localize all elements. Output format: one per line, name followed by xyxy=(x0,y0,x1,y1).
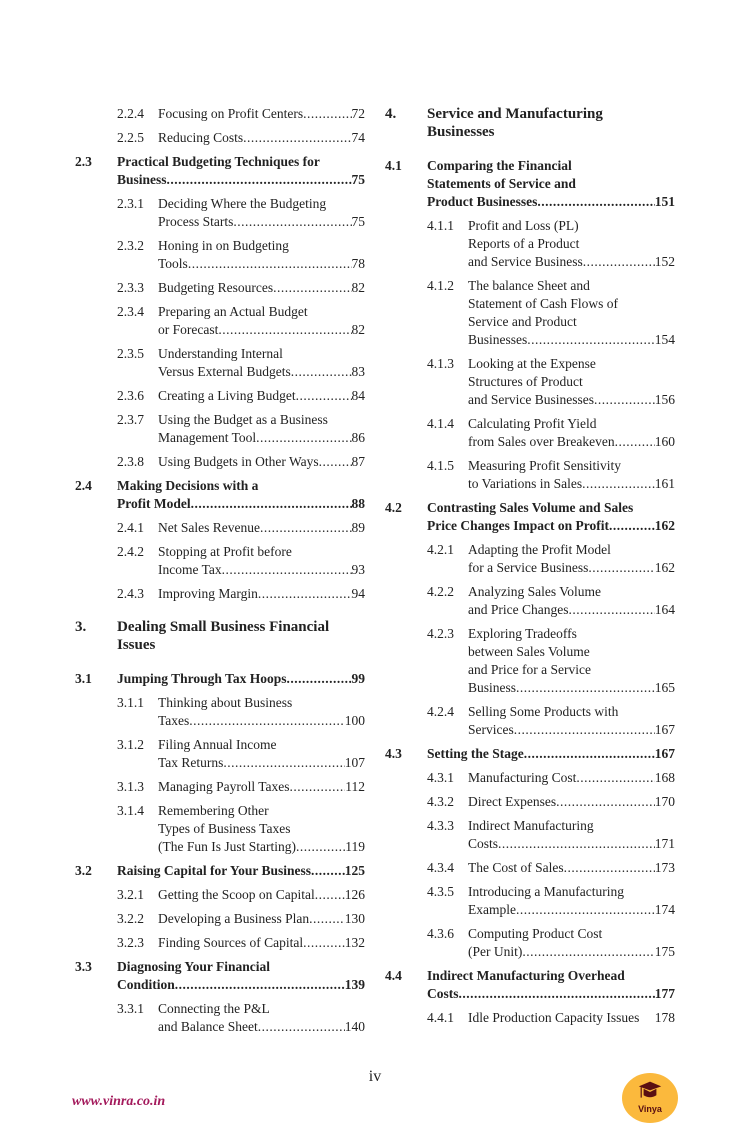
dot-leader xyxy=(516,679,655,697)
entry-title-line: Profit Model xyxy=(117,496,191,511)
dot-leader xyxy=(233,213,351,231)
dot-leader xyxy=(498,835,655,853)
page-ref: 177 xyxy=(654,986,675,1001)
dot-leader xyxy=(218,321,351,339)
entry-number: 2.3.1 xyxy=(117,196,144,211)
toc-entry-3-1[interactable] xyxy=(75,670,365,688)
dot-leader xyxy=(303,105,351,123)
entry-title-line: Net Sales Revenue xyxy=(158,520,260,535)
toc-entry-2-4-2[interactable] xyxy=(117,543,365,579)
page-ref: 174 xyxy=(654,902,675,917)
toc-entry-3-3[interactable] xyxy=(75,958,365,994)
toc-entry-4-2-4[interactable] xyxy=(427,703,675,739)
entry-title-line: Understanding Internal xyxy=(158,346,283,361)
toc-entry-2-3-3[interactable] xyxy=(117,279,365,297)
page-ref: 152 xyxy=(654,254,675,269)
entry-number: 4.3.2 xyxy=(427,794,454,809)
entry-title-line: Statements of Service and xyxy=(427,176,576,191)
dot-leader xyxy=(315,886,345,904)
graduation-cap-icon xyxy=(638,1080,662,1104)
dot-leader xyxy=(175,976,345,994)
toc-entry-3-1-1[interactable] xyxy=(117,694,365,730)
page-ref: 107 xyxy=(344,755,365,770)
entry-title-line: and Service Businesses xyxy=(468,392,594,407)
dot-leader xyxy=(223,754,344,772)
entry-number: 3.1 xyxy=(75,671,92,686)
entry-title-line: Diagnosing Your Financial xyxy=(117,959,271,974)
entry-number: 2.3 xyxy=(75,154,92,169)
entry-number: 4.2.2 xyxy=(427,584,454,599)
dot-leader xyxy=(576,769,654,787)
entry-number: 4.1.2 xyxy=(427,278,454,293)
entry-title-line: Stopping at Profit before xyxy=(158,544,292,559)
entry-title-line: Honing in on Budgeting xyxy=(158,238,289,253)
toc-entry-4-3-1[interactable] xyxy=(427,769,675,787)
toc-entry-2-3-2[interactable] xyxy=(117,237,365,273)
entry-number: 4.1.4 xyxy=(427,416,454,431)
entry-title-line: and Price Changes xyxy=(468,602,569,617)
entry-number: 3.1.4 xyxy=(117,803,144,818)
page-ref: 72 xyxy=(351,106,365,121)
page-ref: 75 xyxy=(351,214,365,229)
toc-entry-3-2-1[interactable] xyxy=(117,886,365,904)
entry-number: 4. xyxy=(385,106,397,122)
entry-number: 2.4.2 xyxy=(117,544,144,559)
entry-title-line: Using the Budget as a Business xyxy=(158,412,328,427)
entry-title-line: Condition xyxy=(117,977,175,992)
toc-entry-2-3-5[interactable] xyxy=(117,345,365,381)
entry-number: 4.4 xyxy=(385,968,402,983)
dot-leader xyxy=(260,519,352,537)
entry-number: 3.1.2 xyxy=(117,737,144,752)
entry-title-line: Service and Product xyxy=(468,314,577,329)
dot-leader xyxy=(537,193,654,211)
toc-entry-2-3-1[interactable] xyxy=(117,195,365,231)
page-ref: 86 xyxy=(351,430,365,445)
page-ref: 78 xyxy=(351,256,365,271)
entry-number: 2.3.8 xyxy=(117,454,144,469)
toc-entry-2-3-7[interactable] xyxy=(117,411,365,447)
page-ref: 160 xyxy=(654,434,675,449)
entry-title-line: Setting the Stage xyxy=(427,746,524,761)
dot-leader xyxy=(258,1018,345,1036)
toc-entry-3-1-3[interactable] xyxy=(117,778,365,796)
page-ref: 88 xyxy=(351,496,365,511)
page-ref: 162 xyxy=(654,560,675,575)
entry-number: 4.1.3 xyxy=(427,356,454,371)
toc-entry-4-3-2[interactable] xyxy=(427,793,675,811)
entry-title-line: Connecting the P&L xyxy=(158,1001,270,1016)
dot-leader xyxy=(582,475,655,493)
entry-title-line: Price Changes Impact on Profit xyxy=(427,518,609,533)
entry-title-line: Management Tool xyxy=(158,430,257,445)
entry-title-line: The balance Sheet and xyxy=(468,278,590,293)
entry-title-line: Tools xyxy=(158,256,188,271)
entry-title-line: (The Fun Is Just Starting) xyxy=(158,839,296,854)
page-ref: 173 xyxy=(654,860,675,875)
dot-leader xyxy=(222,561,352,579)
dot-leader xyxy=(594,391,655,409)
entry-title-line: for a Service Business xyxy=(468,560,589,575)
entry-number: 2.3.7 xyxy=(117,412,144,427)
entry-number: 2.2.4 xyxy=(117,106,144,121)
entry-title-line: Product Businesses xyxy=(427,194,538,209)
entry-title-line: and Service Business xyxy=(468,254,583,269)
dot-leader xyxy=(516,901,655,919)
page-ref: 99 xyxy=(351,671,365,686)
toc-right-column xyxy=(385,105,675,1033)
entry-title-line: Calculating Profit Yield xyxy=(468,416,597,431)
dot-leader xyxy=(522,943,654,961)
toc-entry-4-1-5[interactable] xyxy=(427,457,675,493)
entry-title-line: Comparing the Financial xyxy=(427,158,572,173)
page-ref: 119 xyxy=(345,839,365,854)
entry-title-line: Process Starts xyxy=(158,214,234,229)
entry-number: 2.3.5 xyxy=(117,346,144,361)
entry-number: 4.3.4 xyxy=(427,860,454,875)
page-ref: 94 xyxy=(351,586,365,601)
dot-leader xyxy=(191,495,352,513)
page-ref: 126 xyxy=(344,887,365,902)
entry-number: 4.2.1 xyxy=(427,542,454,557)
page-ref: 164 xyxy=(654,602,675,617)
entry-title-line: Raising Capital for Your Business xyxy=(117,863,312,878)
entry-number: 2.3.4 xyxy=(117,304,144,319)
logo-text: Vinya xyxy=(638,1104,662,1114)
entry-title-line: Business xyxy=(117,172,167,187)
entry-number: 4.1.5 xyxy=(427,458,454,473)
entry-title-line: Thinking about Business xyxy=(158,695,293,710)
entry-number: 4.4.1 xyxy=(427,1010,454,1025)
dot-leader xyxy=(564,859,655,877)
entry-number: 3.2.1 xyxy=(117,887,144,902)
entry-title-line: Businesses xyxy=(468,332,528,347)
entry-title-line: Budgeting Resources xyxy=(158,280,274,295)
page-ref: 112 xyxy=(345,779,365,794)
page-ref: 93 xyxy=(351,562,365,577)
page-ref: 154 xyxy=(654,332,675,347)
entry-number: 4.1.1 xyxy=(427,218,454,233)
dot-leader xyxy=(291,363,352,381)
entry-title-line: Reports of a Product xyxy=(468,236,580,251)
toc-entry-3-1-4[interactable] xyxy=(117,802,365,856)
entry-title-line: Computing Product Cost xyxy=(468,926,603,941)
dot-leader xyxy=(609,517,655,535)
page-ref: 170 xyxy=(654,794,675,809)
toc-entry-4-2-3[interactable] xyxy=(427,625,675,697)
entry-number: 2.2.5 xyxy=(117,130,144,145)
dot-leader xyxy=(243,129,351,147)
dot-leader xyxy=(273,279,351,297)
entry-title-line: Preparing an Actual Budget xyxy=(158,304,308,319)
entry-title-line: Costs xyxy=(468,836,499,851)
page-ref: 168 xyxy=(654,770,675,785)
dot-leader xyxy=(556,793,655,811)
entry-title-line: Tax Returns xyxy=(158,755,224,770)
entry-title-line: from Sales over Breakeven xyxy=(468,434,615,449)
entry-number: 2.3.2 xyxy=(117,238,144,253)
entry-title-line: Finding Sources of Capital xyxy=(158,935,304,950)
dot-leader xyxy=(583,253,655,271)
entry-title-line: Structures of Product xyxy=(468,374,583,389)
entry-title-line: Idle Production Capacity Issues xyxy=(468,1010,640,1025)
entry-title-line: Taxes xyxy=(158,713,190,728)
entry-number: 4.3.3 xyxy=(427,818,454,833)
dot-leader xyxy=(188,255,352,273)
page-ref: 162 xyxy=(654,518,675,533)
toc-entry-2-3-6[interactable] xyxy=(117,387,365,405)
entry-title-line: Practical Budgeting Techniques for xyxy=(117,154,320,169)
page-ref: 100 xyxy=(344,713,365,728)
dot-leader xyxy=(588,559,654,577)
logo xyxy=(622,1073,678,1123)
dot-leader xyxy=(568,601,654,619)
entry-number: 4.3.5 xyxy=(427,884,454,899)
dot-leader xyxy=(296,838,345,856)
page-ref: 87 xyxy=(351,454,365,469)
entry-number: 4.2 xyxy=(385,500,402,515)
entry-title-line: Issues xyxy=(117,637,156,653)
dot-leader xyxy=(615,433,655,451)
dot-leader xyxy=(286,670,351,688)
toc-entry-2-4-1[interactable] xyxy=(117,519,365,537)
toc-entry-2-2-5[interactable] xyxy=(117,129,365,147)
entry-title-line: Analyzing Sales Volume xyxy=(468,584,601,599)
toc-entry-2-4-3[interactable] xyxy=(117,585,365,603)
entry-title-line: Types of Business Taxes xyxy=(158,821,291,836)
toc-entry-4-2-2[interactable] xyxy=(427,583,675,619)
toc-entry-3-2-3[interactable] xyxy=(117,934,365,952)
entry-title-line: between Sales Volume xyxy=(468,644,590,659)
page-ref: 83 xyxy=(351,364,365,379)
page-ref: 74 xyxy=(351,130,365,145)
entry-title-line: Adapting the Profit Model xyxy=(468,542,611,557)
dot-leader xyxy=(189,712,344,730)
dot-leader xyxy=(311,862,345,880)
entry-number: 4.2.3 xyxy=(427,626,454,641)
entry-title-line: Statement of Cash Flows of xyxy=(468,296,618,311)
entry-number: 2.4 xyxy=(75,478,92,493)
toc-entry-4-3-6[interactable] xyxy=(427,925,675,961)
dot-leader xyxy=(527,331,654,349)
entry-title-line: Contrasting Sales Volume and Sales xyxy=(427,500,634,515)
page-ref: 140 xyxy=(344,1019,365,1034)
entry-title-line: Improving Margin xyxy=(158,586,258,601)
dot-leader xyxy=(256,429,351,447)
page-ref: 165 xyxy=(654,680,675,695)
page-ref: 139 xyxy=(344,977,365,992)
toc-entry-3-3-1[interactable] xyxy=(117,1000,365,1036)
entry-title-line: Income Tax xyxy=(158,562,222,577)
entry-number: 3.2.2 xyxy=(117,911,144,926)
entry-title-line: Dealing Small Business Financial xyxy=(117,619,330,635)
toc-entry-2-3[interactable] xyxy=(75,153,365,189)
page-ref: 89 xyxy=(351,520,365,535)
page-ref: 82 xyxy=(351,280,365,295)
entry-number: 2.4.3 xyxy=(117,586,144,601)
entry-title-line: Costs xyxy=(427,986,459,1001)
entry-title-line: Creating a Living Budget xyxy=(158,388,296,403)
entry-number: 4.3.6 xyxy=(427,926,454,941)
entry-title-line: Remembering Other xyxy=(158,803,269,818)
entry-title-line: Developing a Business Plan xyxy=(158,911,310,926)
entry-title-line: Using Budgets in Other Ways xyxy=(158,454,319,469)
entry-title-line: Profit and Loss (PL) xyxy=(468,218,579,233)
entry-title-line: Focusing on Profit Centers xyxy=(158,106,304,121)
dot-leader xyxy=(303,934,345,952)
page-ref: 161 xyxy=(654,476,675,491)
entry-title-line: Businesses xyxy=(427,124,495,140)
entry-title-line: Getting the Scoop on Capital xyxy=(158,887,315,902)
toc-entry-4-2[interactable] xyxy=(385,499,675,535)
page-ref: 132 xyxy=(344,935,365,950)
toc-entry-4-1-2[interactable] xyxy=(427,277,675,349)
toc-left-column xyxy=(75,105,365,1042)
entry-title-line: Looking at the Expense xyxy=(468,356,596,371)
dot-leader xyxy=(319,453,352,471)
entry-title-line: Indirect Manufacturing xyxy=(468,818,594,833)
entry-title-line: Services xyxy=(468,722,514,737)
toc-entry-4-3-5[interactable] xyxy=(427,883,675,919)
entry-title-line: Managing Payroll Taxes xyxy=(158,779,290,794)
entry-title-line: Introducing a Manufacturing xyxy=(468,884,624,899)
page-ref: 82 xyxy=(351,322,365,337)
entry-title-line: Versus External Budgets xyxy=(158,364,291,379)
entry-title-line: Manufacturing Cost xyxy=(468,770,577,785)
toc-entry-2-4[interactable] xyxy=(75,477,365,513)
dot-leader xyxy=(514,721,655,739)
dot-leader xyxy=(524,745,655,763)
entry-number: 4.1 xyxy=(385,158,402,173)
page-ref: 171 xyxy=(654,836,675,851)
entry-number: 3.2 xyxy=(75,863,92,878)
dot-leader xyxy=(167,171,352,189)
page-ref: 156 xyxy=(654,392,675,407)
page-ref: 75 xyxy=(351,172,365,187)
entry-title-line: Direct Expenses xyxy=(468,794,557,809)
page-ref: 151 xyxy=(654,194,675,209)
toc-entry-4-1-4[interactable] xyxy=(427,415,675,451)
entry-title-line: Measuring Profit Sensitivity xyxy=(468,458,621,473)
entry-number: 3.3 xyxy=(75,959,92,974)
entry-title-line: The Cost of Sales xyxy=(468,860,564,875)
entry-number: 4.2.4 xyxy=(427,704,454,719)
toc-entry-4-3-4[interactable] xyxy=(427,859,675,877)
page-ref: 84 xyxy=(351,388,365,403)
toc-entry-4-2-1[interactable] xyxy=(427,541,675,577)
dot-leader xyxy=(309,910,345,928)
page-ref: 125 xyxy=(344,863,365,878)
entry-title-line: (Per Unit) xyxy=(468,944,523,959)
page-ref: 130 xyxy=(344,911,365,926)
page-number: iv xyxy=(368,1068,382,1085)
entry-number: 3.1.1 xyxy=(117,695,144,710)
entry-title-line: Indirect Manufacturing Overhead xyxy=(427,968,625,983)
entry-title-line: Example xyxy=(468,902,516,917)
entry-title-line: or Forecast xyxy=(158,322,219,337)
toc-entry-3-2-2[interactable] xyxy=(117,910,365,928)
entry-number: 2.3.3 xyxy=(117,280,144,295)
entry-title-line: Jumping Through Tax Hoops xyxy=(117,671,287,686)
page-ref: 178 xyxy=(654,1010,675,1025)
toc-entry-2-2-4[interactable] xyxy=(117,105,365,123)
toc-entry-4-4-1[interactable] xyxy=(427,1009,675,1027)
dot-leader xyxy=(296,387,352,405)
toc-entry-3-2[interactable] xyxy=(75,862,365,880)
entry-number: 4.3.1 xyxy=(427,770,454,785)
entry-number: 3.2.3 xyxy=(117,935,144,950)
entry-title-line: Reducing Costs xyxy=(158,130,244,145)
toc-entry-4-4[interactable] xyxy=(385,967,675,1003)
entry-title-line: Selling Some Products with xyxy=(468,704,619,719)
entry-title-line: to Variations in Sales xyxy=(468,476,583,491)
entry-number: 3.3.1 xyxy=(117,1001,144,1016)
page-ref: 167 xyxy=(654,722,675,737)
entry-number: 2.4.1 xyxy=(117,520,144,535)
toc-entry-4-3[interactable] xyxy=(385,745,675,763)
entry-title-line: Deciding Where the Budgeting xyxy=(158,196,327,211)
toc-entry-4[interactable] xyxy=(385,105,675,141)
page-ref: 167 xyxy=(654,746,675,761)
toc-entry-4-3-3[interactable] xyxy=(427,817,675,853)
dot-leader xyxy=(290,778,346,796)
toc-entry-4-1-3[interactable] xyxy=(427,355,675,409)
entry-number: 3.1.3 xyxy=(117,779,144,794)
entry-title-line: Filing Annual Income xyxy=(158,737,277,752)
page-ref: 175 xyxy=(654,944,675,959)
toc-entry-2-3-8[interactable] xyxy=(117,453,365,471)
entry-number: 4.3 xyxy=(385,746,402,761)
entry-title-line: Exploring Tradeoffs xyxy=(468,626,577,641)
dot-leader xyxy=(258,585,352,603)
toc-entry-3-1-2[interactable] xyxy=(117,736,365,772)
entry-title-line: and Balance Sheet xyxy=(158,1019,258,1034)
toc-entry-2-3-4[interactable] xyxy=(117,303,365,339)
website-link[interactable]: www.vinra.co.in xyxy=(72,1094,166,1109)
toc-entry-4-1[interactable] xyxy=(385,157,675,211)
toc-entry-3[interactable] xyxy=(75,618,365,654)
entry-number: 3. xyxy=(75,619,87,635)
entry-number: 2.3.6 xyxy=(117,388,144,403)
entry-title-line: Making Decisions with a xyxy=(117,478,259,493)
entry-title-line: and Price for a Service xyxy=(468,662,591,677)
entry-title-line: Business xyxy=(468,680,517,695)
entry-title-line: Service and Manufacturing xyxy=(427,106,603,122)
dot-leader xyxy=(459,985,655,1003)
toc-entry-4-1-1[interactable] xyxy=(427,217,675,271)
